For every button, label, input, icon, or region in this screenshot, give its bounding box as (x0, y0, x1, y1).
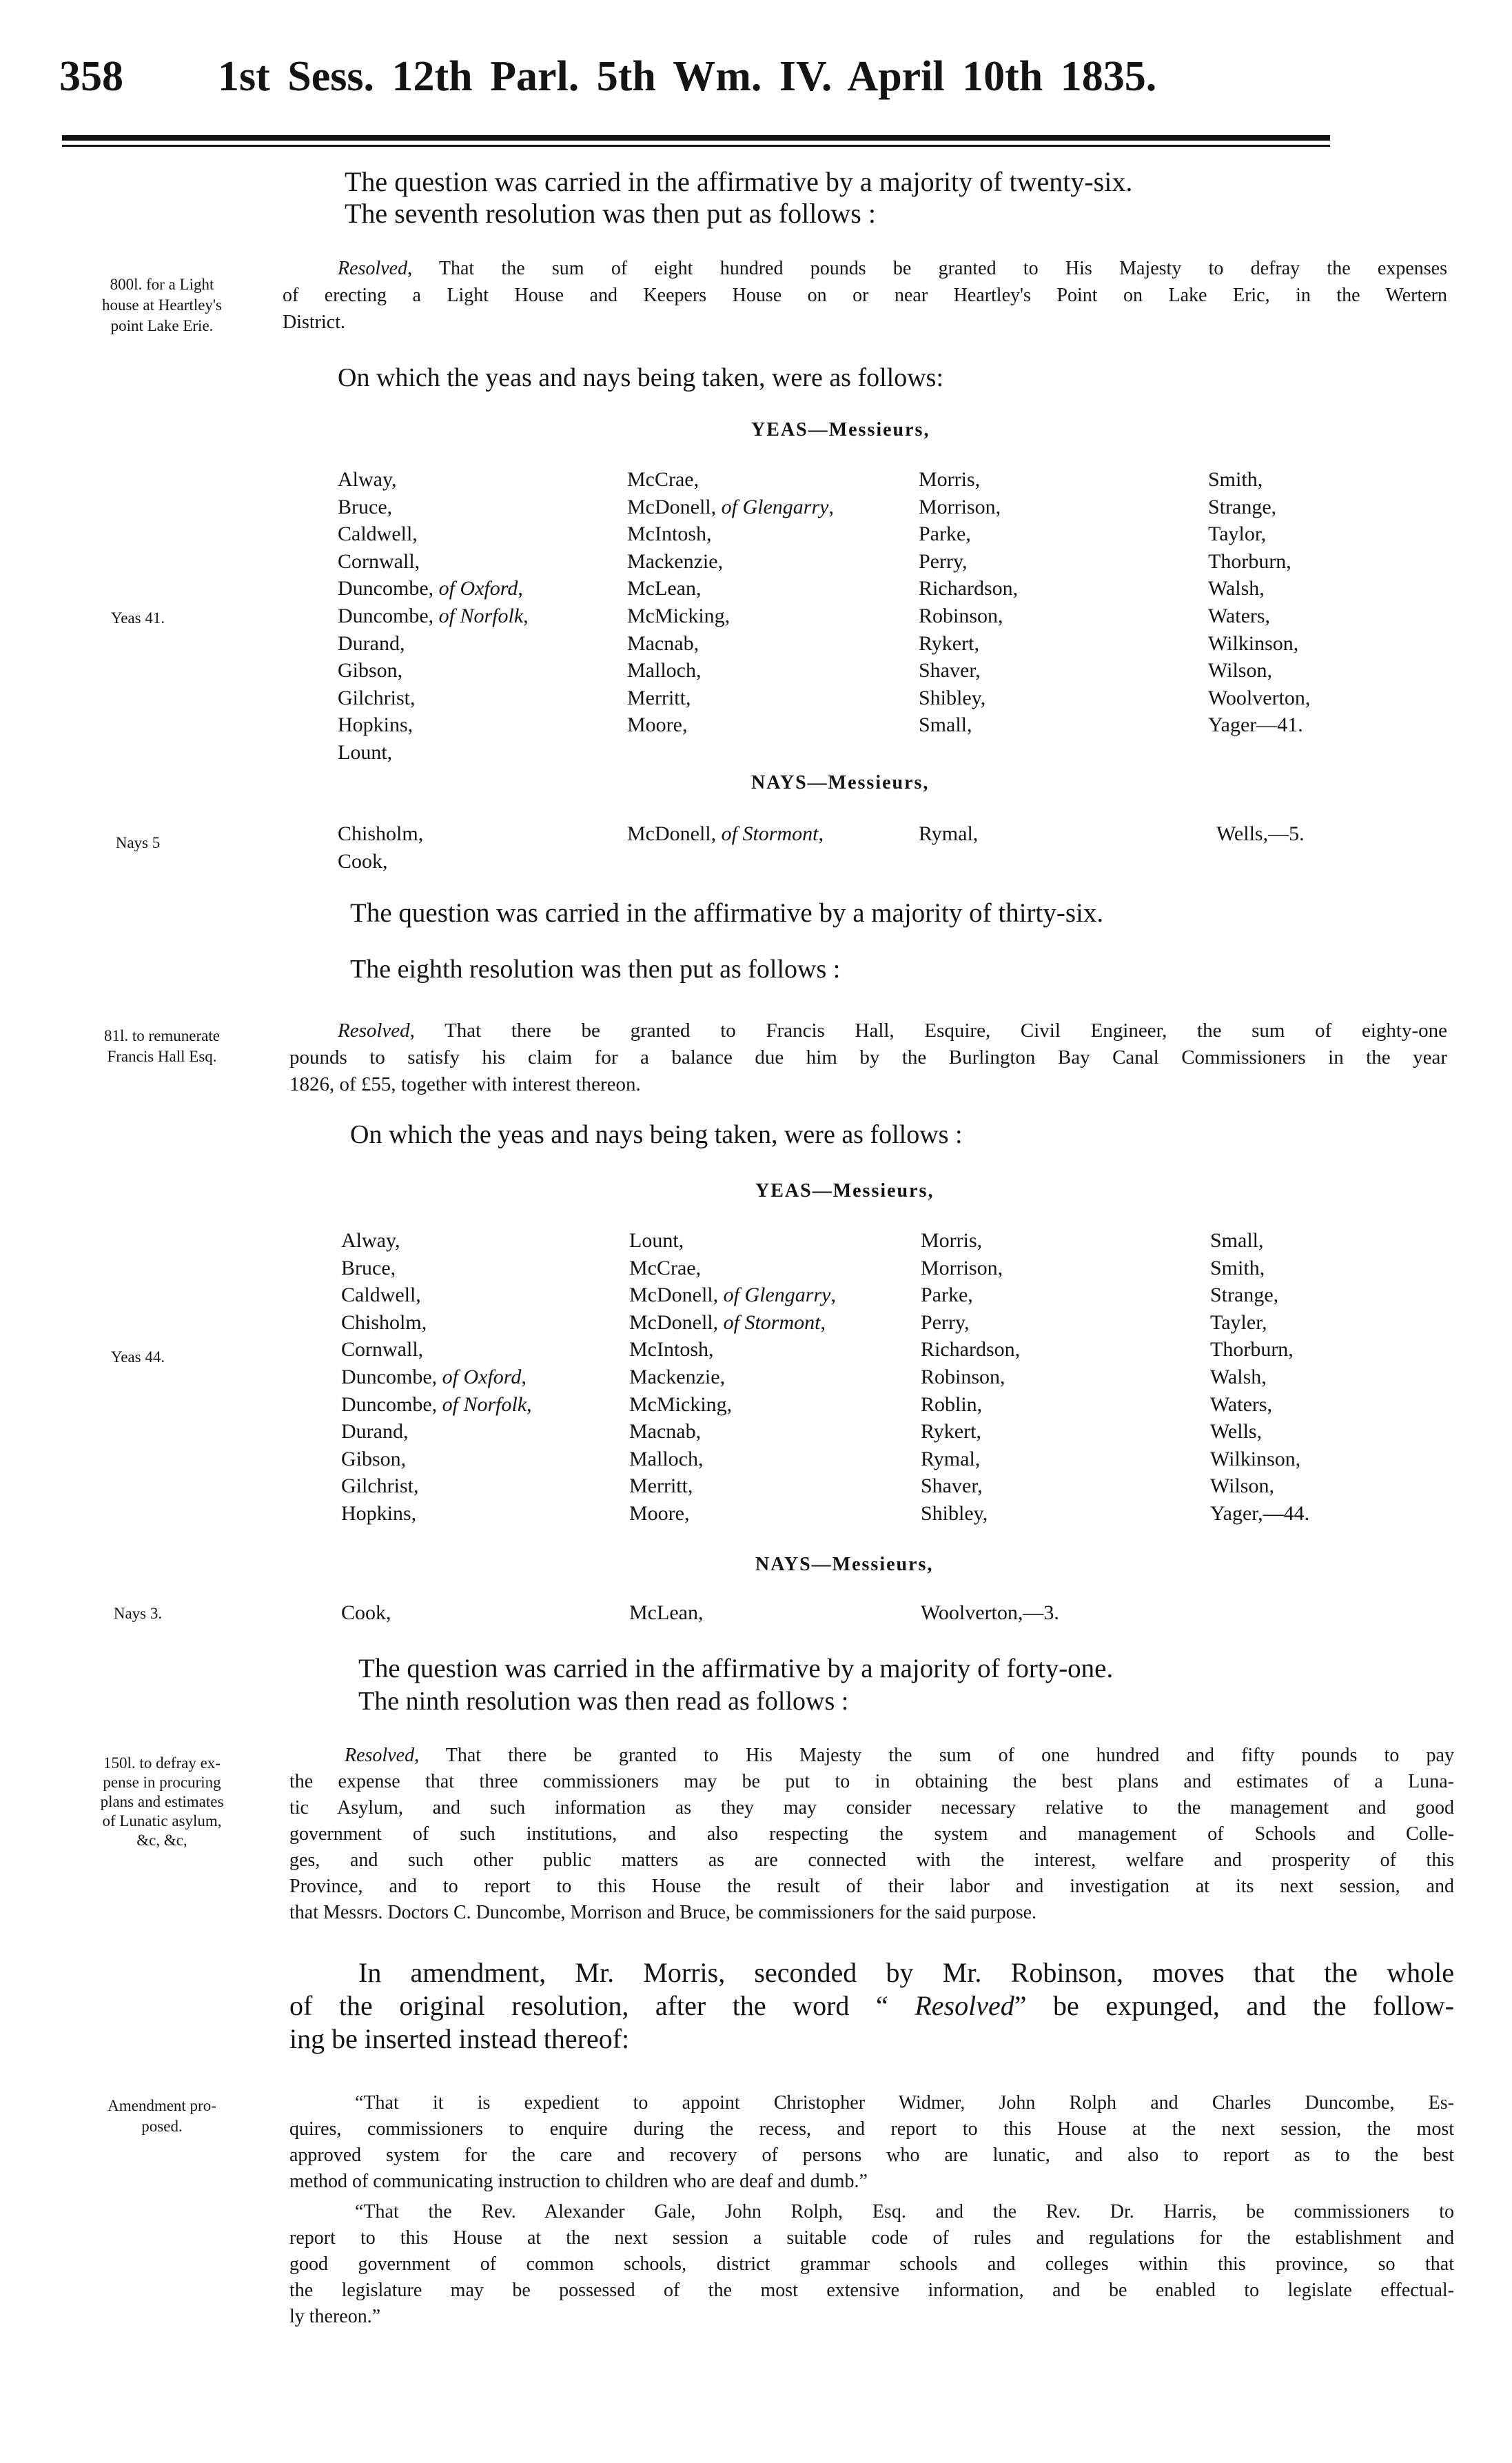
margin-note-r9: 150l. to defray ex- pense in procuring plans and estimates of Lunatic asylum, &c, &c, (100, 1754, 224, 1849)
member-name: Perry, (919, 549, 968, 573)
member-name: Macnab, (627, 631, 699, 655)
yeas-col3-r7 (919, 466, 1018, 739)
yeas-col2-r7 (627, 466, 834, 739)
member-name: Moore, (627, 713, 688, 737)
member-name: Rykert, (919, 631, 979, 655)
nays-col2-r7 (627, 820, 824, 848)
member-name: Walsh, (1210, 1365, 1267, 1388)
nays-heading-r7: NAYS—Messieurs, (751, 772, 930, 793)
member-name: Waters, (1208, 604, 1271, 627)
member-name: Strange, (1210, 1284, 1279, 1307)
nays-col3-r7 (919, 820, 978, 848)
nays-count-r8: Nays 3. (113, 1605, 163, 1622)
member-name: Merritt, (629, 1474, 693, 1498)
member-name: Rymal, (919, 822, 979, 845)
resolution-9-text: Resolved, That there be granted to His Majesty the sum of one hundred and fifty pounds to pay the expense that three commissioners may be put to in obtaining the best plans and estimates of a Luna- tic Asylum, and such information as they may consider necessary relative to the management and good government of such institutions, and also respecting the system and management of Schools and Colle- ges, and such other public matters as are connected with the interest, welfare and prosperity of this Province, and to report to this House the result of their labor and investigation at its next session, and that Messrs. Doctors C. Duncombe, Morrison and Bruce, be commissioners for the said purpose. (289, 1745, 1454, 1923)
member-name: Smith, (1210, 1256, 1265, 1279)
member-name: Wells, (1210, 1420, 1263, 1443)
member-name: Small, (1210, 1229, 1264, 1252)
member-name: Wilson, (1208, 659, 1272, 682)
member-name: Cook, (338, 849, 388, 873)
member-name: Yager—41. (1208, 713, 1303, 737)
member-name: Duncombe, of Oxford, (341, 1365, 527, 1388)
member-name: Walsh, (1208, 577, 1265, 600)
yeas-col1-r7 (338, 466, 529, 767)
member-name: McLean, (629, 1601, 704, 1624)
member-name: Gilchrist, (338, 686, 416, 709)
margin-note-amendment: Amendment pro- posed. (108, 2097, 216, 2135)
member-name: Parke, (921, 1284, 973, 1307)
member-name: Lount, (338, 740, 393, 764)
member-name: McMicking, (627, 604, 731, 627)
amendment-quote-2: “That the Rev. Alexander Gale, John Rolph, Esq. and the Rev. Dr. Harris, be commissioners to report to this House at the next session a suitable code of rules and regulations for the establishment and good government of common schools, district grammar schools and colleges within this province, so that the legislature may be possessed of the most extensive information, and be enabled to legislate effectual- ly thereon.” (289, 2201, 1454, 2327)
member-name: Shibley, (921, 1501, 988, 1525)
member-name: Perry, (921, 1310, 970, 1334)
member-name: Tayler, (1210, 1310, 1267, 1334)
member-name: Bruce, (338, 495, 393, 518)
intro-line-1: The question was carried in the affirmative by a majority of twenty-six. (345, 166, 1133, 197)
yeas-col3-r8 (921, 1227, 1020, 1528)
member-name: Cornwall, (341, 1338, 424, 1361)
member-name: Duncombe, of Norfolk, (338, 604, 529, 627)
header-rule-thin (62, 145, 1330, 147)
nays-col3-r8 (921, 1599, 1059, 1627)
member-name: Durand, (341, 1420, 409, 1443)
resolution-7-text: Resolved, That the sum of eight hundred pounds be granted to His Majesty to defray the expenses of erecting a Light House and Keepers House on or near Heartley's Point on Lake Eric, in the Wertern District. (283, 258, 1447, 333)
member-name: Parke, (919, 523, 971, 546)
member-name: McCrae, (627, 468, 699, 491)
member-name: Duncombe, of Oxford, (338, 577, 523, 600)
intro-r8: The eighth resolution was then put as follows : (350, 955, 841, 984)
member-name: Alway, (338, 468, 397, 491)
member-name: Hopkins, (341, 1501, 417, 1525)
member-name: Gibson, (338, 659, 403, 682)
member-name: McMicking, (629, 1392, 733, 1416)
nays-col2-r8 (629, 1599, 703, 1627)
member-name: Hopkins, (338, 713, 413, 737)
yeas-count-r8: Yeas 44. (110, 1348, 165, 1366)
member-name: Shaver, (919, 659, 981, 682)
member-name: McDonell, of Glengarry, (627, 495, 834, 518)
member-name: Duncombe, of Norfolk, (341, 1392, 532, 1416)
nays-col4-r7 (1216, 820, 1305, 848)
member-name: Lount, (629, 1229, 684, 1252)
member-name: McDonell, of Stormont, (629, 1310, 826, 1334)
member-name: Roblin, (921, 1392, 983, 1416)
yeas-col4-r8 (1210, 1227, 1309, 1528)
result-r7: The question was carried in the affirmative by a majority of thirty-six. (350, 898, 1104, 928)
member-name: Wilkinson, (1210, 1447, 1301, 1470)
yeas-col2-r8 (629, 1227, 836, 1528)
amendment-text: In amendment, Mr. Morris, seconded by Mr. Robinson, moves that the whole of the original resolution, after the word “ Resolved” be expunged, and the follow- ing be inserted instead thereof: (289, 1957, 1455, 2054)
member-name: Cook, (341, 1601, 391, 1624)
member-name: Caldwell, (341, 1284, 421, 1307)
member-name: Macnab, (629, 1420, 702, 1443)
member-name: Morrison, (919, 495, 1001, 518)
member-name: Merritt, (627, 686, 691, 709)
member-name: Wells,—5. (1216, 822, 1305, 845)
member-name: Small, (919, 713, 972, 737)
member-name: Taylor, (1208, 523, 1267, 546)
member-name: McLean, (627, 577, 702, 600)
member-name: Richardson, (921, 1338, 1021, 1361)
member-name: Shibley, (919, 686, 986, 709)
member-name: Durand, (338, 631, 405, 655)
intro-r9: The ninth resolution was then read as follows : (358, 1687, 849, 1716)
resolution-8-text: Resolved, That there be granted to Francis Hall, Esquire, Civil Engineer, the sum of eighty-one pounds to satisfy his claim for a balance due him by the Burlington Bay Canal Commissioners in the year 1826, of £55, together with interest thereon. (289, 1020, 1447, 1095)
member-name: Morris, (919, 468, 981, 491)
member-name: Shaver, (921, 1474, 983, 1498)
member-name: Cornwall, (338, 549, 420, 573)
member-name: Moore, (629, 1501, 690, 1525)
member-name: Caldwell, (338, 523, 418, 546)
member-name: Morris, (921, 1229, 983, 1252)
header-rule-thick (62, 135, 1330, 141)
vote-intro-r8: On which the yeas and nays being taken, were as follows : (350, 1120, 963, 1149)
amendment-quote-1: “That it is expedient to appoint Christopher Widmer, John Rolph and Charles Duncombe, Es- quires, commissioners to enquire during the recess, and report to this House at the next session, the most approved system for the care and recovery of persons who are lunatic, and also to report as to the best method of communicating instruction to children who are deaf and dumb.” (289, 2092, 1454, 2192)
member-name: McCrae, (629, 1256, 702, 1279)
member-name: Mackenzie, (629, 1365, 726, 1388)
member-name: Richardson, (919, 577, 1019, 600)
page-header (59, 48, 1327, 117)
intro-line-2: The seventh resolution was then put as follows : (345, 198, 876, 229)
member-name: Chisholm, (341, 1310, 427, 1334)
member-name: Robinson, (919, 604, 1003, 627)
member-name: Morrison, (921, 1256, 1003, 1279)
member-name: Mackenzie, (627, 549, 724, 573)
margin-note-r7: 800l. for a Light house at Heartley's point Lake Erie. (101, 276, 223, 334)
page-number: 358 (59, 53, 123, 100)
nays-heading-r8: NAYS—Messieurs, (755, 1554, 934, 1575)
member-name: Thorburn, (1210, 1338, 1294, 1361)
member-name: Waters, (1210, 1392, 1273, 1416)
margin-note-r8: 81l. to remunerate Francis Hall Esq. (104, 1027, 220, 1065)
member-name: McDonell, of Stormont, (627, 822, 824, 845)
result-r8: The question was carried in the affirmative by a majority of forty-one. (358, 1654, 1114, 1683)
member-name: Malloch, (627, 659, 702, 682)
yeas-heading-r8: YEAS—Messieurs, (755, 1180, 934, 1202)
member-name: Wilson, (1210, 1474, 1274, 1498)
nays-col1-r7 (338, 820, 423, 875)
member-name: Smith, (1208, 468, 1263, 491)
member-name: McDonell, of Glengarry, (629, 1284, 836, 1307)
nays-col1-r8 (341, 1599, 391, 1627)
member-name: McIntosh, (629, 1338, 714, 1361)
member-name: Robinson, (921, 1365, 1005, 1388)
yeas-count-r7: Yeas 41. (110, 609, 165, 627)
member-name: Yager,—44. (1210, 1501, 1310, 1525)
member-name: Chisholm, (338, 822, 424, 845)
member-name: Strange, (1208, 495, 1277, 518)
member-name: Wilkinson, (1208, 631, 1299, 655)
member-name: Gibson, (341, 1447, 407, 1470)
yeas-col1-r8 (341, 1227, 532, 1528)
member-name: Bruce, (341, 1256, 396, 1279)
yeas-heading-r7: YEAS—Messieurs, (751, 419, 930, 440)
member-name: Alway, (341, 1229, 400, 1252)
vote-intro-r7: On which the yeas and nays being taken, were as follows: (338, 363, 944, 392)
nays-count-r7: Nays 5 (115, 834, 161, 851)
member-name: Woolverton, (1208, 686, 1311, 709)
member-name: McIntosh, (627, 523, 712, 546)
member-name: Thorburn, (1208, 549, 1291, 573)
member-name: Woolverton,—3. (921, 1601, 1059, 1624)
yeas-col4-r7 (1208, 466, 1310, 739)
member-name: Rymal, (921, 1447, 981, 1470)
running-title: 1st Sess. 12th Parl. 5th Wm. IV. April 10th 1835. (218, 53, 1157, 100)
member-name: Gilchrist, (341, 1474, 419, 1498)
member-name: Malloch, (629, 1447, 704, 1470)
member-name: Rykert, (921, 1420, 981, 1443)
